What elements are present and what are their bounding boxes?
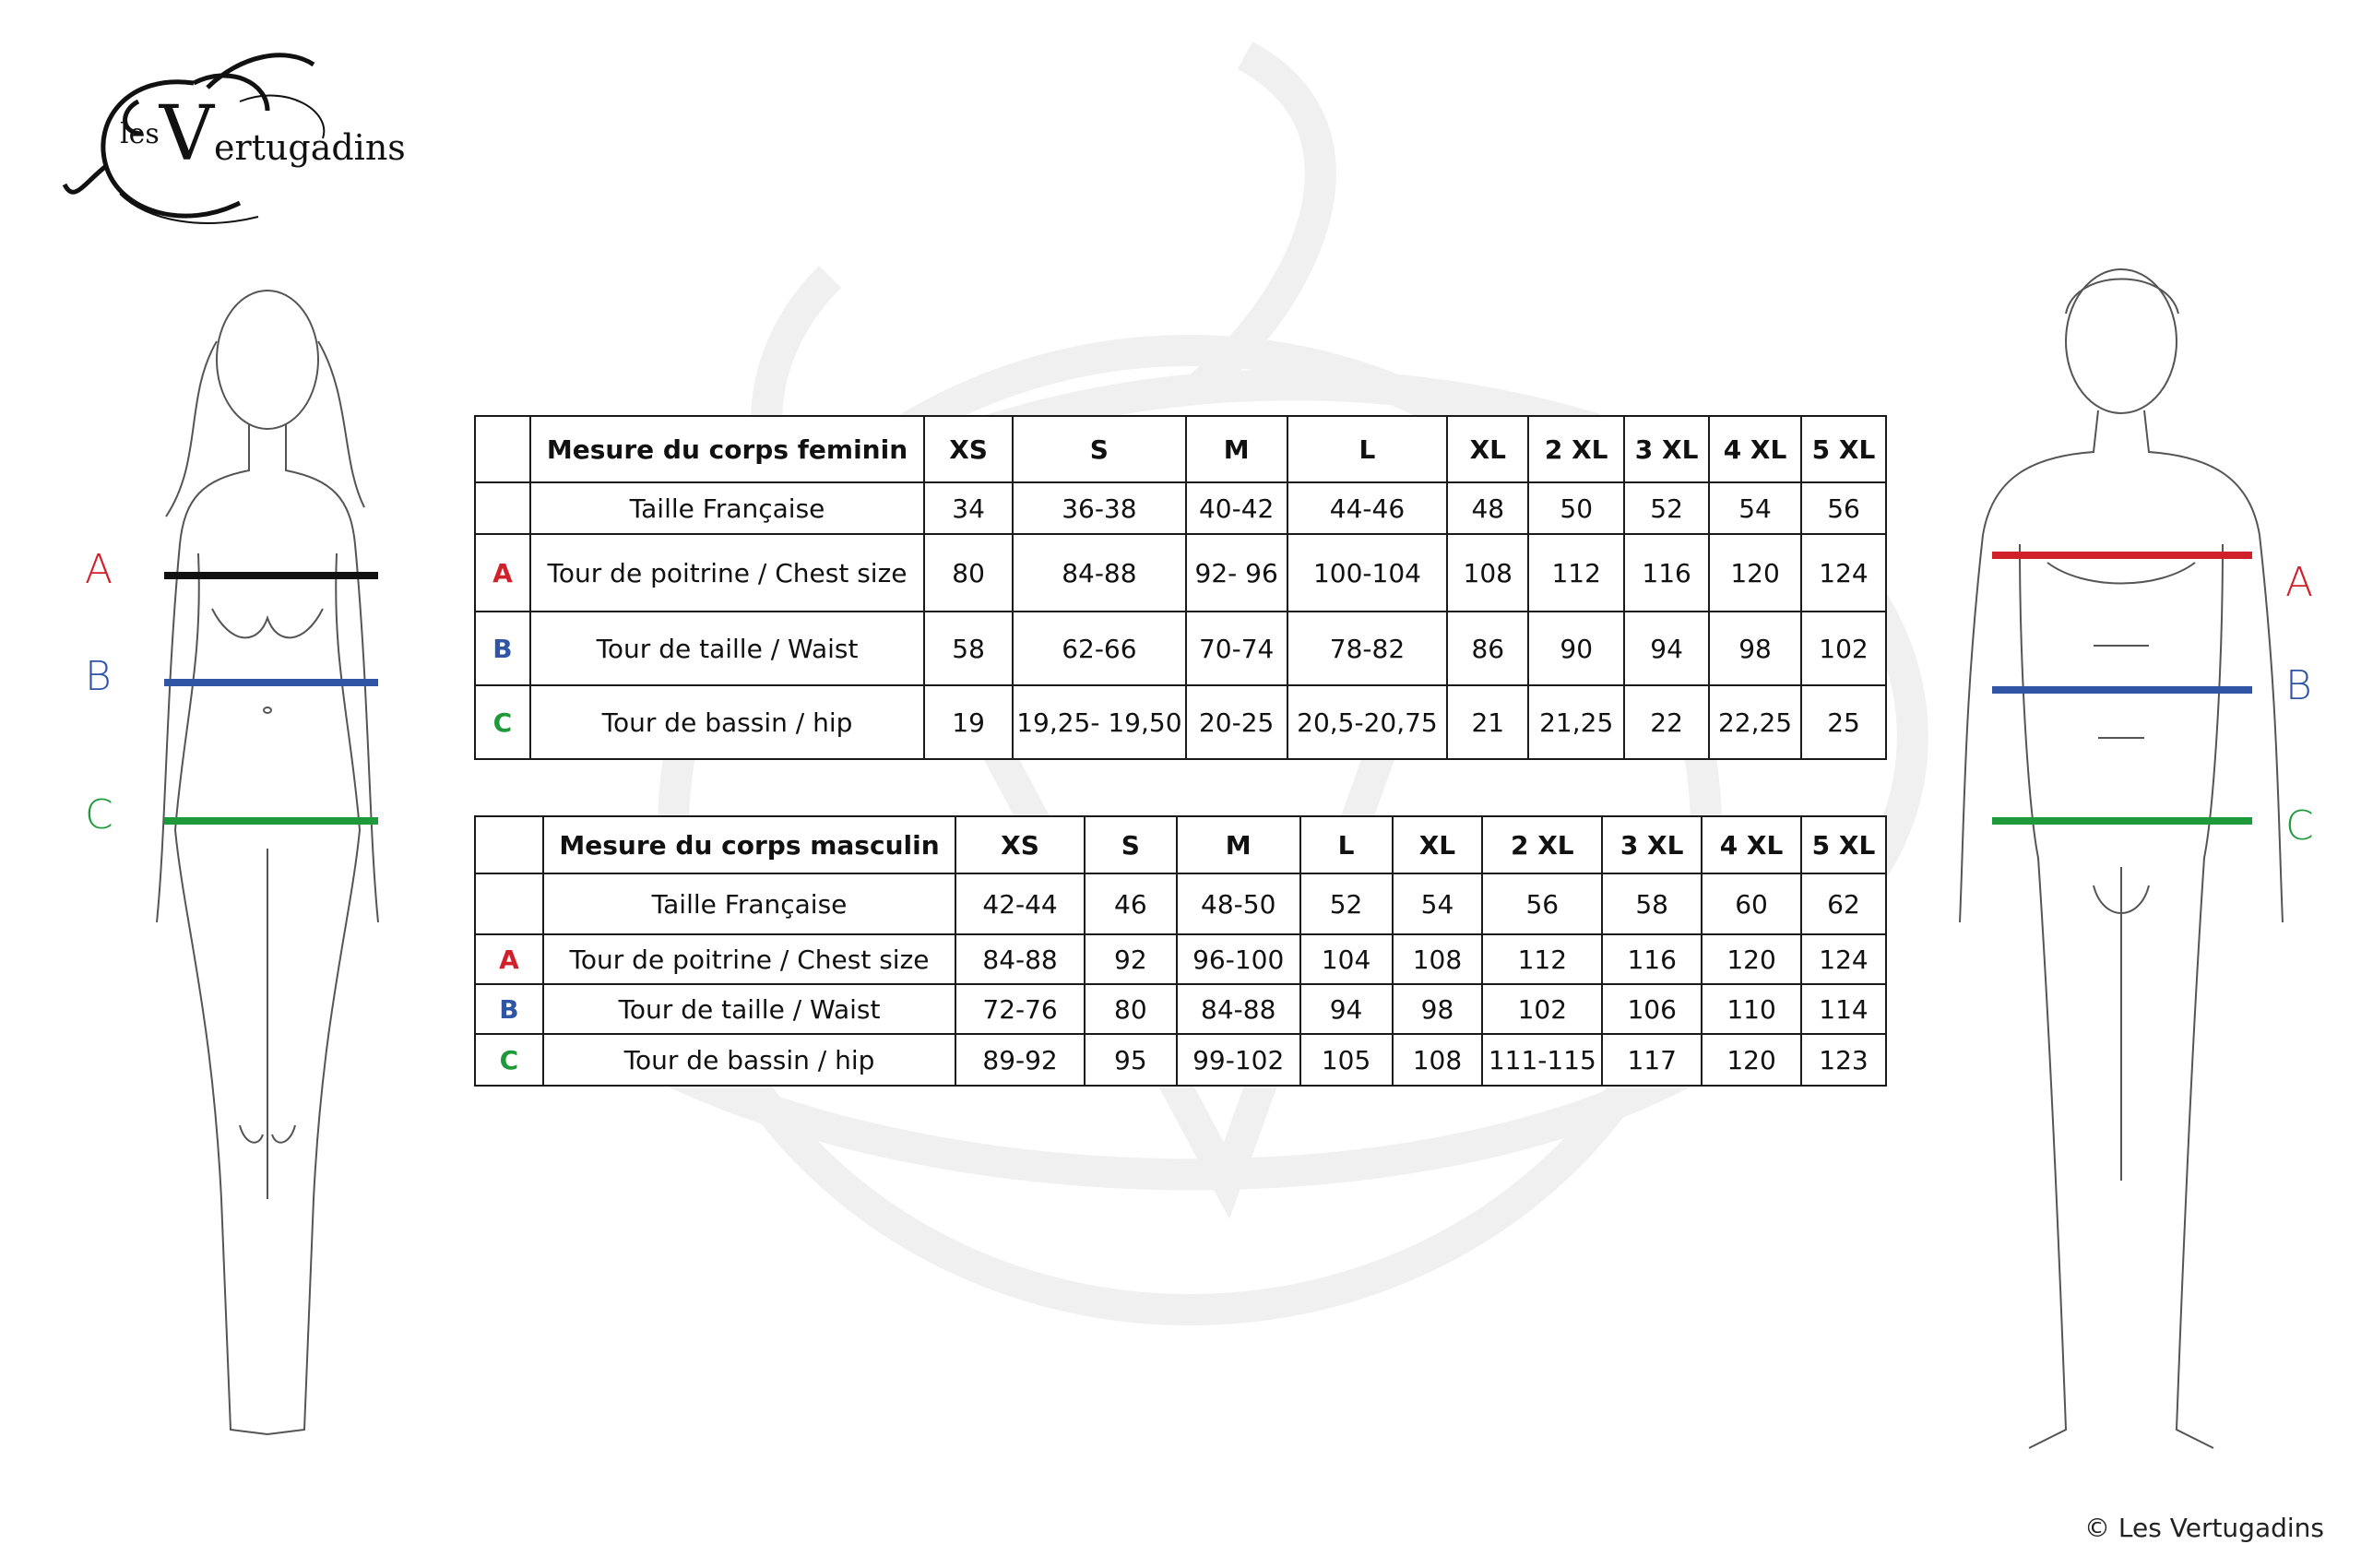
table-row — [475, 1034, 1886, 1086]
male-waist-line — [1992, 686, 2252, 694]
table-row — [475, 534, 1886, 612]
size-header: S — [1013, 416, 1186, 482]
table-header-row — [475, 416, 1886, 482]
table-cell: 90 — [1528, 612, 1624, 685]
table-cell: 95 — [1085, 1034, 1177, 1086]
table-cell: 42-44 — [955, 873, 1085, 934]
row-label: Tour de poitrine / Chest size — [530, 534, 924, 612]
table-cell: 117 — [1602, 1034, 1702, 1086]
table-cell: 123 — [1801, 1034, 1886, 1086]
row-label: Taille Française — [543, 873, 955, 934]
male-marker-c: C — [2285, 802, 2314, 849]
table-cell: 89-92 — [955, 1034, 1085, 1086]
table-cell: 78-82 — [1287, 612, 1448, 685]
table-corner-cell — [475, 816, 543, 873]
table-cell: 20-25 — [1186, 685, 1287, 759]
table-cell: 120 — [1702, 934, 1801, 984]
size-header: 3 XL — [1602, 816, 1702, 873]
table-cell: 106 — [1602, 984, 1702, 1034]
size-header: 3 XL — [1624, 416, 1709, 482]
size-header: 5 XL — [1801, 416, 1886, 482]
table-title: Mesure du corps feminin — [530, 416, 924, 482]
female-figure-illustration — [129, 277, 406, 1457]
size-header: L — [1300, 816, 1393, 873]
row-label: Tour de taille / Waist — [530, 612, 924, 685]
female-marker-b: B — [85, 653, 112, 700]
male-figure-illustration — [1937, 258, 2306, 1476]
table-cell: 40-42 — [1186, 482, 1287, 534]
table-corner-cell — [475, 416, 530, 482]
table-cell: 19 — [924, 685, 1013, 759]
size-header: 2 XL — [1528, 416, 1624, 482]
table-cell: 96-100 — [1177, 934, 1300, 984]
table-cell: 105 — [1300, 1034, 1393, 1086]
table-row — [475, 984, 1886, 1034]
table-row — [475, 482, 1886, 534]
table-row — [475, 934, 1886, 984]
table-cell: 120 — [1702, 1034, 1801, 1086]
table-row — [475, 873, 1886, 934]
female-chest-line — [164, 572, 378, 579]
size-header: S — [1085, 816, 1177, 873]
table-cell: 92 — [1085, 934, 1177, 984]
size-header: M — [1177, 816, 1300, 873]
size-header: 4 XL — [1702, 816, 1801, 873]
table-row — [475, 612, 1886, 685]
table-cell: 58 — [1602, 873, 1702, 934]
row-letter-c: C — [475, 1034, 543, 1086]
size-header: 4 XL — [1709, 416, 1801, 482]
row-label: Tour de bassin / hip — [530, 685, 924, 759]
table-cell: 70-74 — [1186, 612, 1287, 685]
table-cell: 20,5-20,75 — [1287, 685, 1448, 759]
size-header: XL — [1393, 816, 1483, 873]
table-cell: 100-104 — [1287, 534, 1448, 612]
table-cell: 52 — [1624, 482, 1709, 534]
table-cell: 62 — [1801, 873, 1886, 934]
table-cell: 60 — [1702, 873, 1801, 934]
table-cell: 108 — [1447, 534, 1528, 612]
logo-initial: V — [159, 90, 214, 178]
female-marker-c: C — [85, 791, 113, 838]
table-cell: 54 — [1393, 873, 1483, 934]
row-label: Tour de bassin / hip — [543, 1034, 955, 1086]
table-cell: 80 — [1085, 984, 1177, 1034]
table-cell: 84-88 — [1013, 534, 1186, 612]
size-header: XS — [924, 416, 1013, 482]
table-title: Mesure du corps masculin — [543, 816, 955, 873]
table-cell: 22 — [1624, 685, 1709, 759]
table-cell: 114 — [1801, 984, 1886, 1034]
table-cell: 98 — [1393, 984, 1483, 1034]
male-hip-line — [1992, 817, 2252, 825]
table-cell: 108 — [1393, 1034, 1483, 1086]
female-marker-a: A — [85, 546, 113, 593]
row-letter — [475, 873, 543, 934]
table-row — [475, 685, 1886, 759]
female-size-table — [474, 415, 1887, 760]
table-cell: 112 — [1528, 534, 1624, 612]
logo-rest: ertugadins — [213, 127, 406, 168]
table-cell: 19,25- 19,50 — [1013, 685, 1186, 759]
male-marker-a: A — [2285, 559, 2314, 606]
table-cell: 54 — [1709, 482, 1801, 534]
table-cell: 58 — [924, 612, 1013, 685]
row-letter-a: A — [475, 934, 543, 984]
table-cell: 62-66 — [1013, 612, 1186, 685]
size-header: XL — [1447, 416, 1528, 482]
table-cell: 116 — [1624, 534, 1709, 612]
row-letter-b: B — [475, 984, 543, 1034]
size-header: M — [1186, 416, 1287, 482]
table-cell: 56 — [1482, 873, 1602, 934]
table-cell: 116 — [1602, 934, 1702, 984]
table-cell: 50 — [1528, 482, 1624, 534]
table-cell: 36-38 — [1013, 482, 1186, 534]
table-cell: 80 — [924, 534, 1013, 612]
row-label: Tour de poitrine / Chest size — [543, 934, 955, 984]
table-cell: 110 — [1702, 984, 1801, 1034]
row-letter-c: C — [475, 685, 530, 759]
logo-wordmark — [120, 90, 406, 178]
table-cell: 84-88 — [1177, 984, 1300, 1034]
table-cell: 46 — [1085, 873, 1177, 934]
table-cell: 84-88 — [955, 934, 1085, 984]
table-cell: 94 — [1624, 612, 1709, 685]
table-cell: 124 — [1801, 534, 1886, 612]
copyright-text: © Les Vertugadins — [2084, 1513, 2324, 1543]
row-label: Tour de taille / Waist — [543, 984, 955, 1034]
table-cell: 102 — [1801, 612, 1886, 685]
table-cell: 44-46 — [1287, 482, 1448, 534]
table-cell: 108 — [1393, 934, 1483, 984]
table-cell: 112 — [1482, 934, 1602, 984]
table-cell: 98 — [1709, 612, 1801, 685]
size-header: 2 XL — [1482, 816, 1602, 873]
female-waist-line — [164, 679, 378, 686]
table-cell: 124 — [1801, 934, 1886, 984]
size-header: L — [1287, 416, 1448, 482]
table-cell: 22,25 — [1709, 685, 1801, 759]
table-cell: 94 — [1300, 984, 1393, 1034]
logo-prefix: les — [120, 118, 160, 150]
male-size-table — [474, 815, 1887, 1087]
male-marker-b: B — [2285, 662, 2312, 709]
table-cell: 92- 96 — [1186, 534, 1287, 612]
table-cell: 34 — [924, 482, 1013, 534]
row-letter-a: A — [475, 534, 530, 612]
row-letter-b: B — [475, 612, 530, 685]
table-cell: 21 — [1447, 685, 1528, 759]
table-cell: 86 — [1447, 612, 1528, 685]
row-label: Taille Française — [530, 482, 924, 534]
table-cell: 56 — [1801, 482, 1886, 534]
table-cell: 111-115 — [1482, 1034, 1602, 1086]
table-header-row — [475, 816, 1886, 873]
size-header: 5 XL — [1801, 816, 1886, 873]
table-cell: 102 — [1482, 984, 1602, 1034]
table-cell: 21,25 — [1528, 685, 1624, 759]
male-chest-line — [1992, 552, 2252, 559]
table-cell: 72-76 — [955, 984, 1085, 1034]
table-cell: 99-102 — [1177, 1034, 1300, 1086]
table-cell: 52 — [1300, 873, 1393, 934]
row-letter — [475, 482, 530, 534]
table-cell: 104 — [1300, 934, 1393, 984]
table-cell: 48-50 — [1177, 873, 1300, 934]
table-cell: 48 — [1447, 482, 1528, 534]
female-hip-line — [164, 817, 378, 825]
size-header: XS — [955, 816, 1085, 873]
table-cell: 25 — [1801, 685, 1886, 759]
table-cell: 120 — [1709, 534, 1801, 612]
